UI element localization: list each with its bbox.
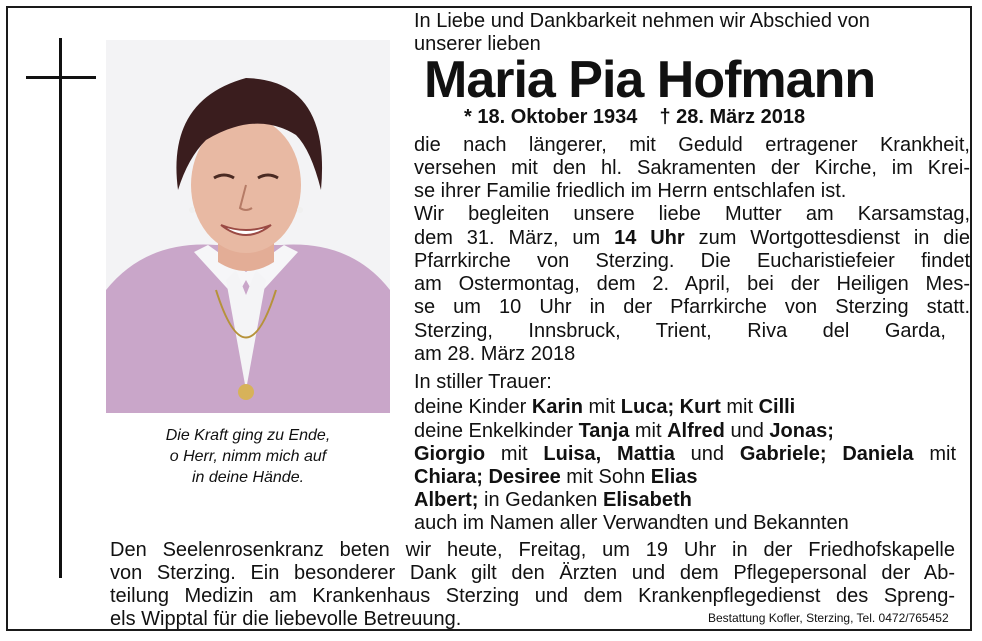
funeral-home-credit: Bestattung Kofler, Sterzing, Tel. 0472/765452 [708, 611, 949, 625]
intro-line: In Liebe und Dankbarkeit nehmen wir Abschied von [414, 10, 870, 32]
closing-line: teilung Medizin am Krankenhaus Sterzing und dem Krankenpflegedienst des Spreng- [110, 585, 955, 607]
death-date: † 28. März 2018 [659, 106, 806, 128]
service-time-line: dem 31. März, um 14 Uhr zum Wortgottesdienst in die [414, 227, 970, 249]
family-line-children: deine Kinder Karin mit Luca; Kurt mit Cilli [414, 396, 796, 418]
closing-line: Den Seelenrosenkranz beten wir heute, Freitag, um 19 Uhr in der Friedhofskapelle [110, 539, 955, 561]
family-line-grandchildren: deine Enkelkinder Tanja mit Alfred und Jonas; [414, 420, 834, 442]
body-line: Pfarrkirche von Sterzing. Die Eucharistiefeier findet [414, 250, 970, 272]
family-line-relatives: auch im Namen aller Verwandten und Bekannten [414, 512, 849, 534]
date-line: am 28. März 2018 [414, 343, 576, 365]
service-time: 14 Uhr [614, 227, 685, 249]
closing-line: von Sterzing. Ein besonderer Dank gilt den Ärzten und dem Pflegepersonal der Ab- [110, 562, 955, 584]
body-line: die nach längerer, mit Geduld ertragener Krankheit, [414, 134, 970, 156]
caption-line: Die Kraft ging zu Ende, [165, 427, 331, 444]
closing-line: els Wipptal für die liebevolle Betreuung. [110, 608, 462, 630]
mourning-heading: In stiller Trauer: [414, 371, 552, 393]
places-line: Sterzing, Innsbruck, Trient, Riva del Garda, [414, 320, 946, 342]
deceased-name: Maria Pia Hofmann [424, 51, 876, 109]
body-line: Wir begleiten unsere liebe Mutter am Karsamstag, [414, 203, 970, 225]
portrait-photo [106, 40, 390, 413]
family-line: Giorgio mit Luisa, Mattia und Gabriele; Daniela mit [414, 443, 956, 465]
quote-caption [106, 425, 390, 488]
body-line: am Ostermontag, dem 2. April, bei der Heiligen Mes- [414, 273, 970, 295]
body-line: se um 10 Uhr in der Pfarrkirche von Sterzing statt. [414, 296, 970, 318]
caption-line: in deine Hände. [191, 469, 305, 486]
life-dates [464, 106, 805, 129]
body-line: versehen mit den hl. Sakramenten der Kirche, im Krei- [414, 157, 970, 179]
birth-date: * 18. Oktober 1934 [464, 106, 638, 128]
intro-line: unserer lieben [414, 33, 541, 55]
family-line: Chiara; Desiree mit Sohn Elias [414, 466, 698, 488]
caption-line: o Herr, nimm mich auf [169, 448, 327, 465]
body-line: se ihrer Familie friedlich im Herrn entschlafen ist. [414, 180, 847, 202]
family-line: Albert; in Gedanken Elisabeth [414, 489, 692, 511]
